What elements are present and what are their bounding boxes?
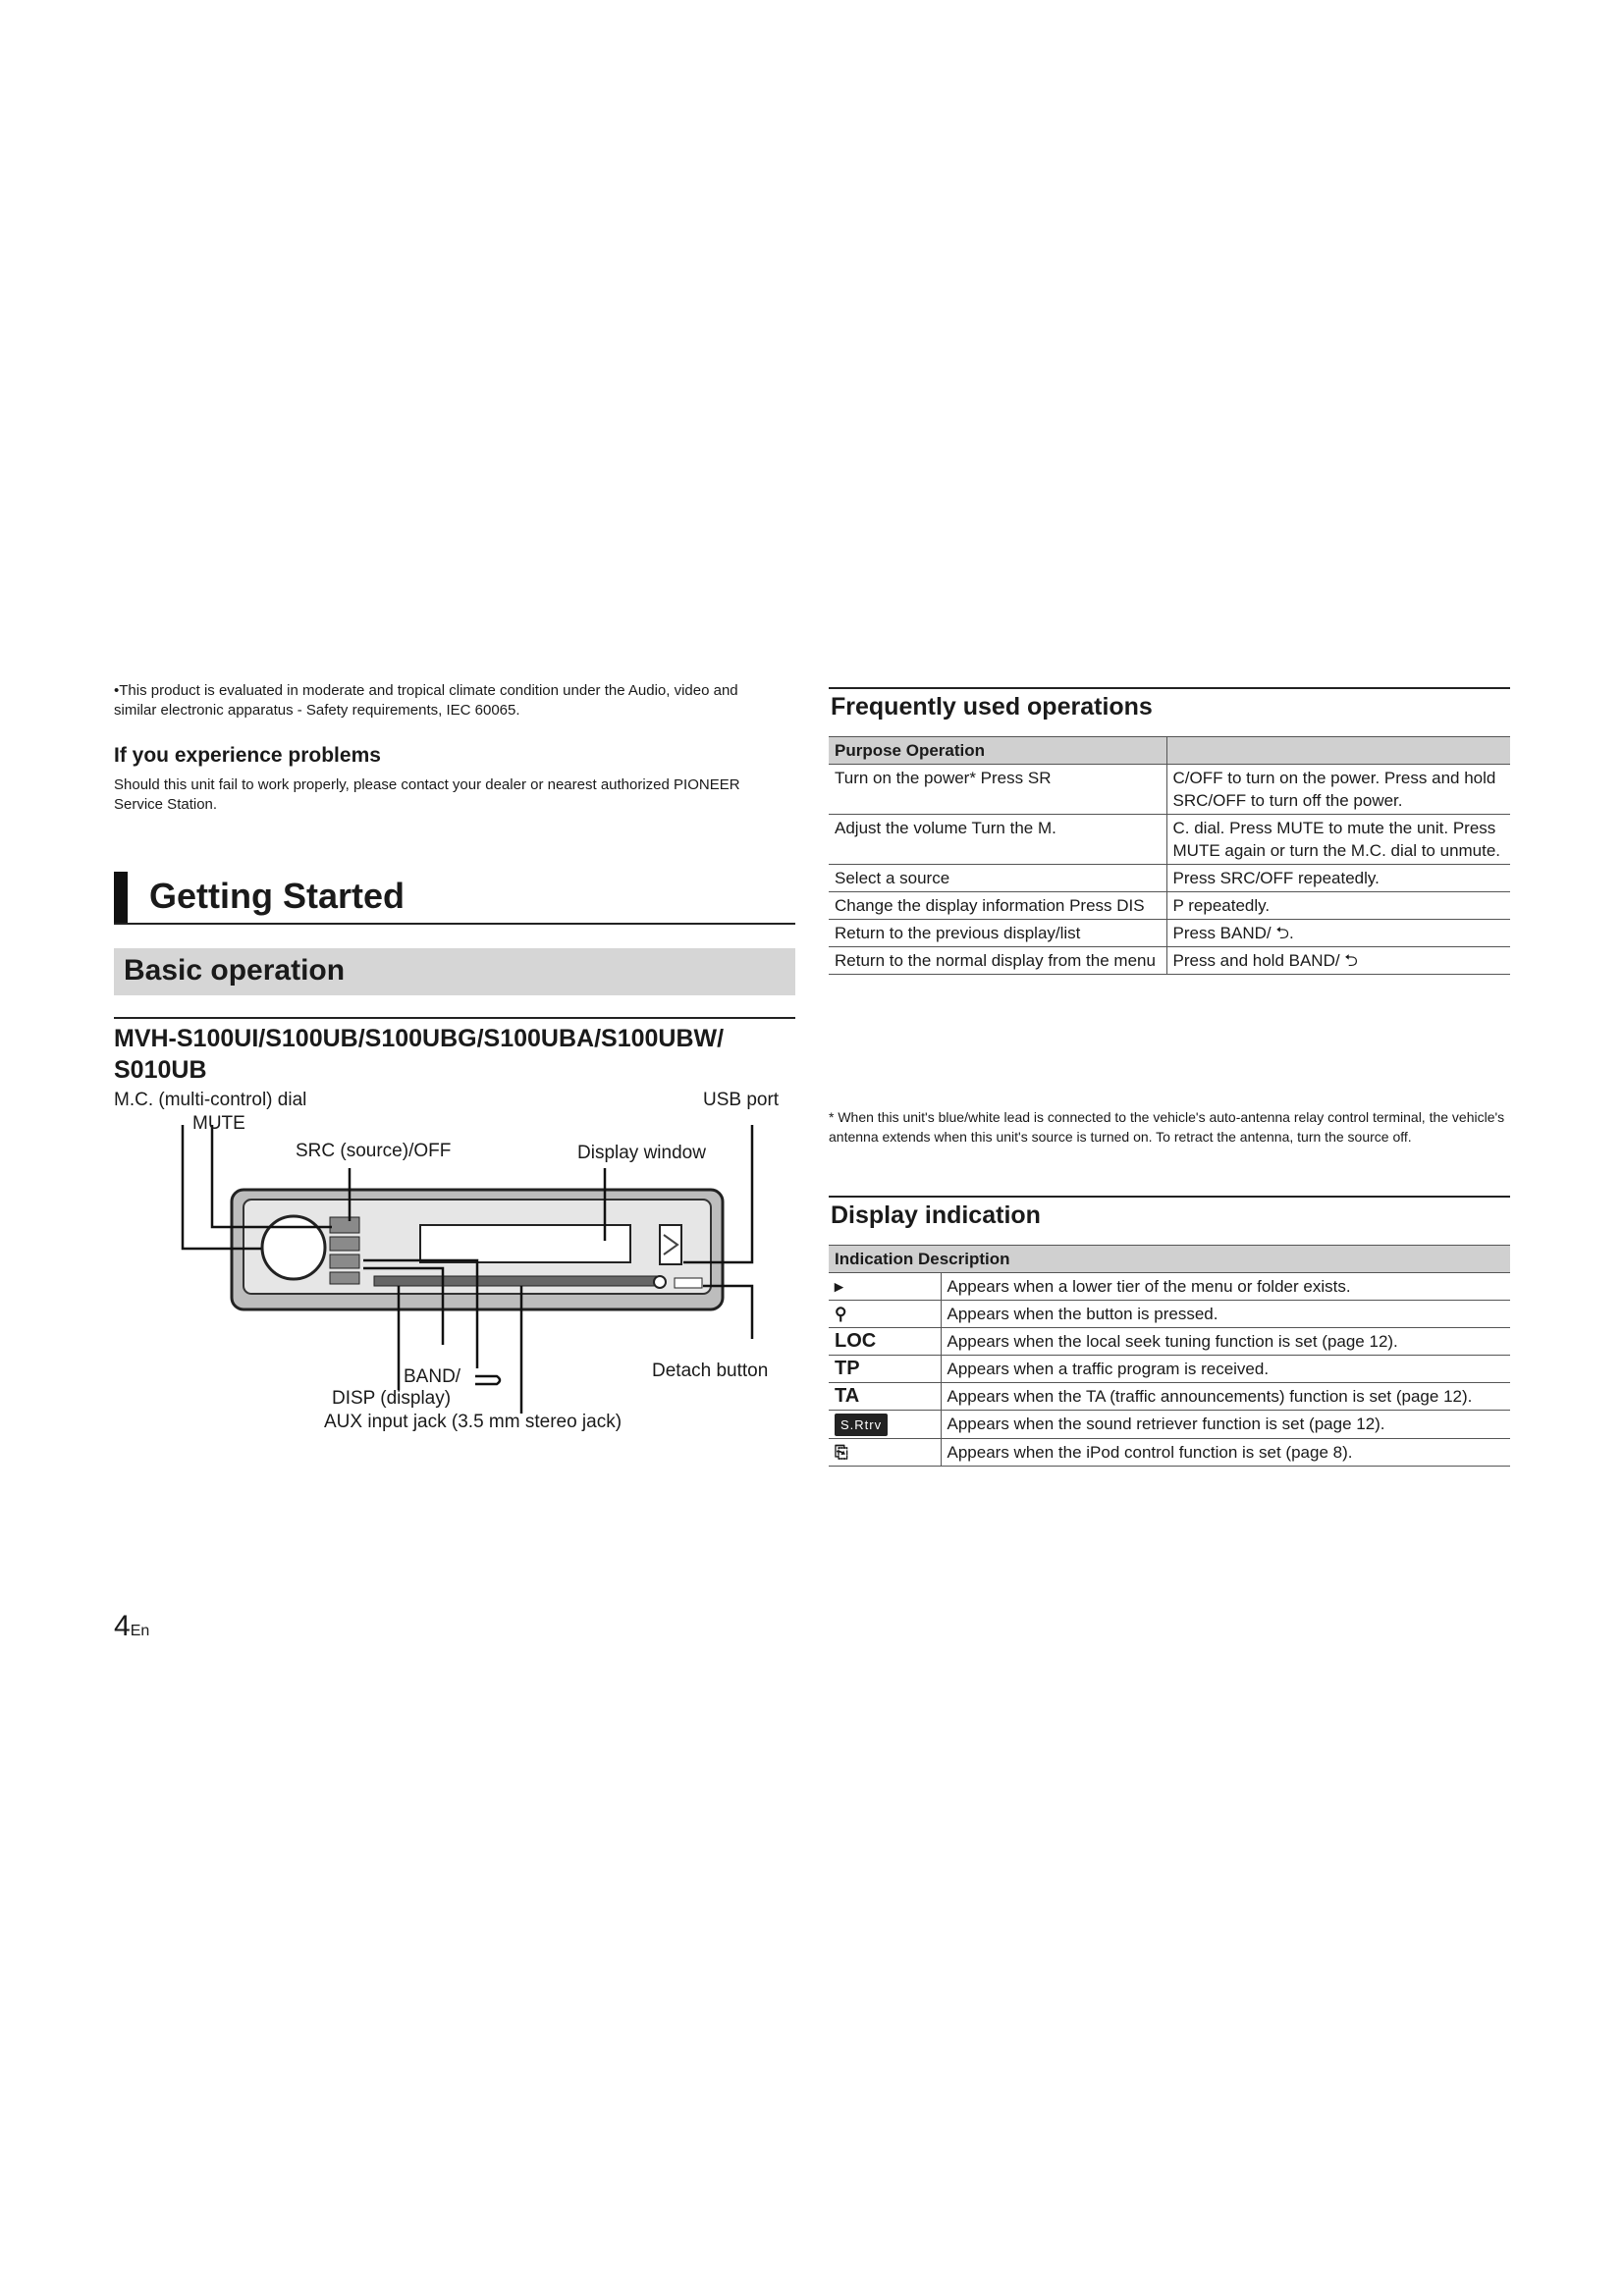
- table-header-empty: [1166, 737, 1510, 765]
- table-row: [829, 815, 1510, 865]
- purpose-cell: Return to the previous display/list: [829, 920, 1166, 947]
- footnote: * When this unit's blue/white lead is connected to the vehicle's auto-antenna relay control terminal, the vehicle's antenna extends when this unit's source is turned on. To retract the antenna, turn the source off.: [829, 1109, 1505, 1145]
- table-row: [829, 1439, 1510, 1467]
- indicator-desc-cell: Appears when a traffic program is received.: [941, 1356, 1510, 1383]
- indicator-icon-cell: [829, 1411, 941, 1439]
- loc-indicator-icon: LOC: [835, 1330, 877, 1352]
- label-mute: MUTE: [192, 1113, 245, 1134]
- operation-cell: C. dial. Press MUTE to mute the unit. Press MUTE again or turn the M.C. dial to unmute.: [1166, 815, 1510, 865]
- operation-cell: Press SRC/OFF repeatedly.: [1166, 865, 1510, 892]
- indicator-icon-cell: [829, 1356, 941, 1383]
- safety-note: •This product is evaluated in moderate and tropical climate condition under the Audio, video and similar electronic apparatus - Safety requirements, IEC 60065.: [114, 682, 738, 719]
- tp-indicator-icon: TP: [835, 1358, 860, 1379]
- chapter-bar: [114, 872, 128, 923]
- problems-heading: If you experience problems: [114, 744, 381, 767]
- operation-cell: P repeatedly.: [1166, 892, 1510, 920]
- table-row: [829, 1328, 1510, 1356]
- operation-cell: Press and hold BAND/ ⮌: [1166, 947, 1510, 975]
- table-row: [829, 1411, 1510, 1439]
- label-usb-port: USB port: [703, 1090, 780, 1110]
- operation-cell: Press BAND/ ⮌.: [1166, 920, 1510, 947]
- section-header: [114, 948, 795, 995]
- table-row: [829, 920, 1510, 947]
- freq-ops-title: Frequently used operations: [831, 693, 1153, 721]
- sound-retriever-icon: S.Rtrv: [835, 1414, 888, 1436]
- indicator-desc-cell: Appears when the TA (traffic announcements) function is set (page 12).: [941, 1383, 1510, 1411]
- purpose-cell: Return to the normal display from the menu: [829, 947, 1166, 975]
- indicator-desc-cell: Appears when the sound retriever function is set (page 12).: [941, 1411, 1510, 1439]
- label-detach: Detach button: [652, 1361, 769, 1381]
- table-row: [829, 1383, 1510, 1411]
- display-ind-table: [829, 1245, 1510, 1467]
- chapter-header: [114, 872, 795, 925]
- freq-ops-table-wrap: [829, 736, 1510, 975]
- section-title: Basic operation: [124, 954, 346, 987]
- page-number: [114, 1610, 149, 1643]
- indicator-desc-cell: Appears when the button is pressed.: [941, 1301, 1510, 1328]
- display-ind-table-wrap: [829, 1245, 1510, 1467]
- table-header-row: [829, 737, 1510, 765]
- model-title: MVH-S100UI/S100UB/S100UBG/S100UBA/S100UBW/ S010UB: [114, 1017, 795, 1086]
- label-src: SRC (source)/OFF: [296, 1141, 452, 1161]
- ipod-control-icon: ⎘: [835, 1443, 848, 1462]
- freq-ops-heading-block: [829, 687, 1510, 721]
- label-aux: AUX input jack (3.5 mm stereo jack): [324, 1412, 623, 1432]
- page-number-value: 4: [114, 1610, 131, 1642]
- table-header-cell: Indication Description: [829, 1246, 1510, 1273]
- operation-cell: C/OFF to turn on the power. Press and hold SRC/OFF to turn off the power.: [1166, 765, 1510, 815]
- search-icon: ⚲: [835, 1305, 847, 1323]
- ta-indicator-icon: TA: [835, 1385, 860, 1407]
- label-disp: DISP (display): [332, 1388, 452, 1409]
- label-mc-dial: M.C. (multi-control) dial: [114, 1090, 307, 1110]
- table-header-cell: Purpose Operation: [829, 737, 1166, 765]
- page-number-suffix: En: [130, 1623, 150, 1639]
- table-header-row: [829, 1246, 1510, 1273]
- table-row: [829, 947, 1510, 975]
- table-row: [829, 1273, 1510, 1301]
- indicator-icon-cell: [829, 1328, 941, 1356]
- indicator-icon-cell: [829, 1439, 941, 1467]
- display-ind-title: Display indication: [831, 1201, 1041, 1229]
- indicator-icon-cell: [829, 1273, 941, 1301]
- table-row: [829, 1356, 1510, 1383]
- table-row: [829, 865, 1510, 892]
- unit-diagram: [114, 1090, 795, 1443]
- purpose-cell: Change the display information Press DIS: [829, 892, 1166, 920]
- label-band: BAND/: [404, 1366, 461, 1387]
- tier-indicator-icon: ▸: [835, 1277, 843, 1296]
- chapter-title: Getting Started: [149, 876, 406, 916]
- purpose-cell: Turn on the power* Press SR: [829, 765, 1166, 815]
- purpose-cell: Select a source: [829, 865, 1166, 892]
- indicator-icon-cell: [829, 1301, 941, 1328]
- indicator-desc-cell: Appears when a lower tier of the menu or folder exists.: [941, 1273, 1510, 1301]
- label-display-window: Display window: [577, 1143, 706, 1163]
- indicator-desc-cell: Appears when the local seek tuning function is set (page 12).: [941, 1328, 1510, 1356]
- table-row: [829, 765, 1510, 815]
- freq-ops-table: [829, 736, 1510, 975]
- purpose-cell: Adjust the volume Turn the M.: [829, 815, 1166, 865]
- indicator-desc-cell: Appears when the iPod control function is set (page 8).: [941, 1439, 1510, 1467]
- display-ind-heading-block: [829, 1196, 1510, 1230]
- table-row: [829, 892, 1510, 920]
- indicator-icon-cell: [829, 1383, 941, 1411]
- table-row: [829, 1301, 1510, 1328]
- problems-text: Should this unit fail to work properly, please contact your dealer or nearest authorized PIONEER Service Station.: [114, 776, 740, 813]
